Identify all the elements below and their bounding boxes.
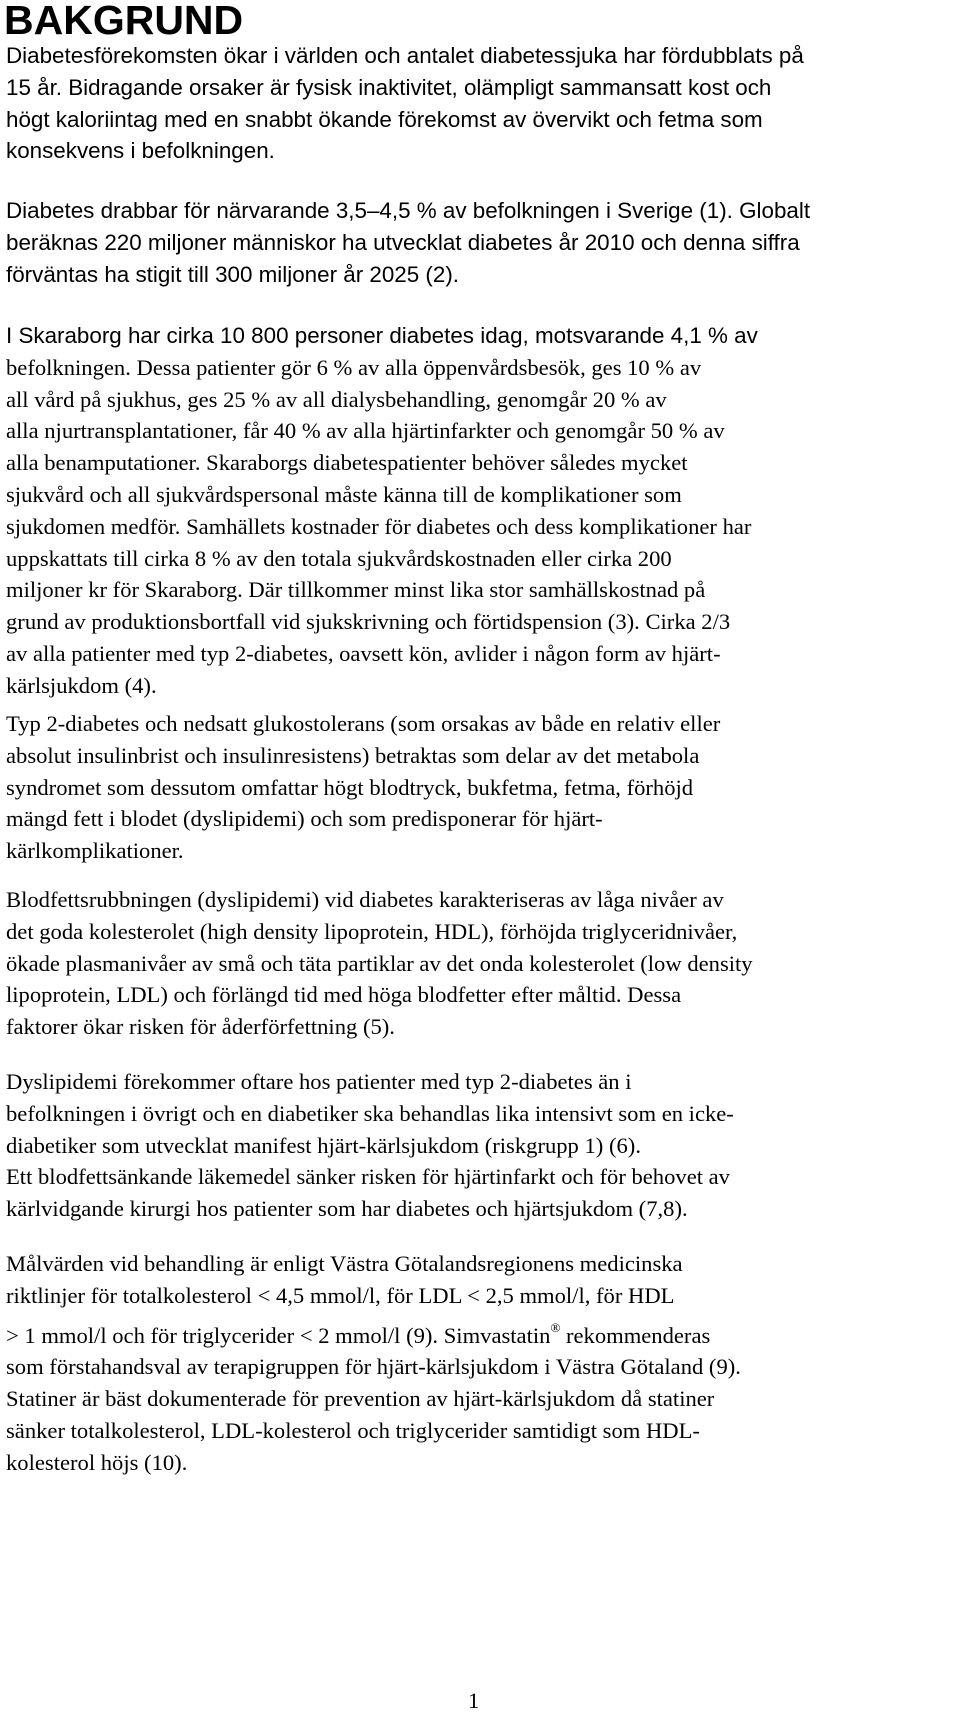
text-line: alla njurtransplantationer, får 40 % av alla hjärtinfarkter och genomgår 50 % av [6, 418, 725, 444]
text-line: lipoprotein, LDL) och förlängd tid med höga blodfetter efter måltid. Dessa [6, 982, 682, 1008]
text-line: Statiner är bäst dokumenterade för prevention av hjärt-kärlsjukdom då statiner [6, 1386, 715, 1412]
page-number: 1 [468, 1688, 480, 1713]
paragraph-target-values [6, 1248, 951, 1479]
text-line: sjukvård och all sjukvårdspersonal måste känna till de komplikationer som [6, 481, 682, 507]
text-line: befolkningen. Dessa patienter gör 6 % av alla öppenvårdsbesök, ges 10 % av [6, 354, 702, 380]
text-line: konsekvens i befolkningen. [6, 138, 275, 164]
text-line: Blodfettsrubbningen (dyslipidemi) vid diabetes karakteriseras av låga nivåer av [6, 887, 724, 912]
text-line: mängd fett i blodet (dyslipidemi) och som predisponerar för hjärt- [6, 806, 603, 832]
text-line: högt kaloriintag med en snabbt ökande förekomst av övervikt och fetma som [6, 106, 763, 132]
text-line: faktorer ökar risken för åderförfettning (5). [6, 1014, 395, 1040]
text-line: beräknas 220 miljoner människor ha utvecklat diabetes år 2010 och denna siffra [6, 229, 800, 255]
text-line [6, 1312, 951, 1352]
text-line: Diabetesförekomsten ökar i världen och antalet diabetessjuka har fördubblats på [6, 43, 804, 68]
text-line: grund av produktionsbortfall vid sjukskrivning och förtidspension (3). Cirka 2/3 [6, 609, 731, 635]
text-line: kärlkomplikationer. [6, 838, 184, 864]
text-line: diabetiker som utvecklat manifest hjärt-kärlsjukdom (riskgrupp 1) (6). [6, 1132, 641, 1158]
text-line: befolkningen i övrigt och en diabetiker ska behandlas lika intensivt som en icke- [6, 1100, 734, 1126]
text-line: uppskattats till cirka 8 % av den totala sjukvårdskostnaden eller cirka 200 [6, 545, 672, 571]
text-line: syndromet som dessutom omfattar högt blodtryck, bukfetma, fetma, förhöjd [6, 774, 694, 800]
text-line: som förstahandsval av terapigruppen för hjärt-kärlsjukdom i Västra Götaland (9). [6, 1354, 741, 1380]
text-line: Målvärden vid behandling är enligt Västra Götalandsregionens medicinska [6, 1251, 683, 1276]
text-line: sänker totalkolesterol, LDL-kolesterol och triglycerider samtidigt som HDL- [6, 1417, 700, 1443]
text-line: kärlvidgande kirurgi hos patienter som har diabetes och hjärtsjukdom (7,8). [6, 1196, 688, 1222]
text-line: kärlsjukdom (4). [6, 672, 157, 698]
text-segment: > 1 mmol/l och för triglycerider < 2 mmol/l (9). Simvastatin [6, 1322, 551, 1348]
text-line: av alla patienter med typ 2-diabetes, oavsett kön, avlider i någon form av hjärt- [6, 640, 721, 666]
text-line: det goda kolesterolet (high density lipoprotein, HDL), förhöjda triglyceridnivåer, [6, 918, 738, 944]
text-line: ökade plasmanivåer av små och täta partiklar av det onda kolesterolet (low density [6, 950, 753, 976]
text-segment: rekommenderas [560, 1322, 711, 1348]
paragraph-metabolic-syndrome [6, 708, 951, 867]
text-line: Dyslipidemi förekommer oftare hos patienter med typ 2-diabetes än i [6, 1069, 632, 1094]
text-line: Diabetes drabbar för närvarande 3,5–4,5 % av befolkningen i Sverige (1). Globalt [6, 198, 811, 223]
registered-trademark-mark: ® [550, 1319, 561, 1335]
text-line: 15 år. Bidragande orsaker är fysisk inaktivitet, olämpligt sammansatt kost och [6, 74, 772, 100]
text-line: riktlinjer för totalkolesterol < 4,5 mmol/l, för LDL < 2,5 mmol/l, för HDL [6, 1282, 675, 1308]
text-line: alla benamputationer. Skaraborgs diabetespatienter behöver således mycket [6, 450, 688, 476]
text-line: all vård på sjukhus, ges 25 % av all dialysbehandling, genomgår 20 % av [6, 386, 667, 412]
text-line: Ett blodfettsänkande läkemedel sänker risken för hjärtinfarkt och för behovet av [6, 1164, 730, 1190]
paragraph-treatment [6, 1066, 951, 1225]
text-line: miljoner kr för Skaraborg. Där tillkommer minst lika stor samhällskostnad på [6, 577, 706, 603]
text-line: absolut insulinbrist och insulinresistens) betraktas som delar av det metabola [6, 742, 700, 768]
paragraph-skaraborg [6, 320, 951, 702]
text-line: kolesterol höjs (10). [6, 1449, 188, 1475]
text-line: Typ 2-diabetes och nedsatt glukostolerans (som orsakas av både en relativ eller [6, 711, 721, 736]
paragraph-dyslipidemia [6, 884, 951, 1043]
text-line: I Skaraborg har cirka 10 800 personer diabetes idag, motsvarande 4,1 % av [6, 323, 758, 348]
text-line: sjukdomen medför. Samhällets kostnader för diabetes och dess komplikationer har [6, 513, 752, 539]
paragraph-prevalence-increase [6, 40, 951, 167]
section-heading: BAKGRUND [4, 0, 244, 43]
text-line: förväntas ha stigit till 300 miljoner år 2025 (2). [6, 261, 460, 287]
paragraph-global-prevalence [6, 195, 951, 290]
